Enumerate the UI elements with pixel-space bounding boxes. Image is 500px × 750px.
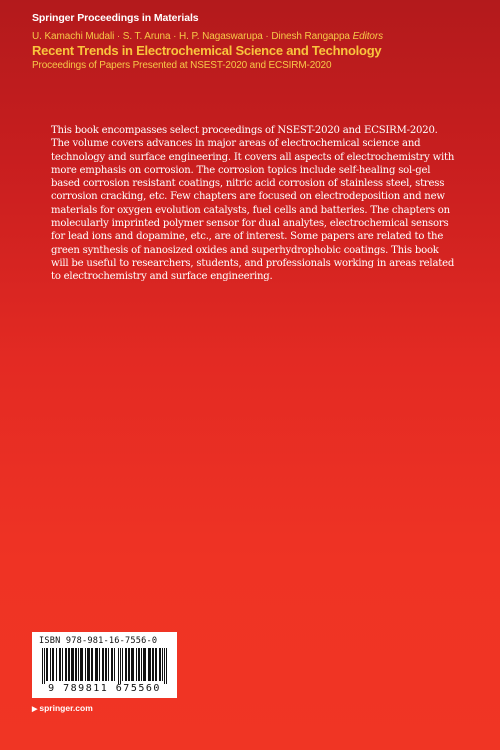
- barcode-bar: [166, 648, 167, 684]
- barcode-bar: [75, 648, 77, 681]
- editor-names: U. Kamachi Mudali · S. T. Aruna · H. P. Nagaswarupa · Dinesh Rangappa: [32, 31, 350, 42]
- barcode-bar: [102, 648, 104, 681]
- barcode-bar: [125, 648, 127, 681]
- book-subtitle: Proceedings of Papers Presented at NSEST-2020 and ECSIRM-2020: [32, 60, 332, 71]
- barcode-bar: [122, 648, 123, 681]
- barcode-bar: [162, 648, 163, 681]
- barcode-bar: [56, 648, 57, 681]
- barcode-bar: [71, 648, 74, 681]
- barcode-bar: [164, 648, 165, 684]
- barcode-digits: 9 789811 675560: [48, 683, 161, 694]
- barcode-bar: [114, 648, 115, 681]
- book-description: This book encompasses select proceedings of NSEST-2020 and ECSIRM-2020. The volume covers advances in major areas of electrochemical science and technology and surface engineering. It covers all aspects of electrochemistry with more emphasis on corrosion. The corrosion topics include self-healing sol-gel based corrosion resistant coatings, nitric acid corrosion of stainless steel, stress corrosion cracking, etc. Few chapters are focused on electrodeposition and new materials for oxygen evolution catalysts, fuel cells and batteries. The chapters on molecularly imprinted polymer sensor for dual analytes, electrochemical sensors for lead ions and dopamine, etc., are of interest. Some papers are related to the green synthesis of nanosized oxides and superhydrophobic coatings. This book will be useful to researchers, students, and professionals working in areas related to electrochemistry and surface engineering.: [51, 125, 455, 283]
- editors-role: Editors: [352, 31, 384, 42]
- barcode-bar: [155, 648, 157, 681]
- barcode-bar: [159, 648, 161, 681]
- barcode-bar: [62, 648, 63, 681]
- barcode-bar: [138, 648, 140, 681]
- barcode-icon: [36, 648, 173, 684]
- barcode-bar: [136, 648, 137, 681]
- barcode-bar: [78, 648, 79, 681]
- barcode-bar: [52, 648, 54, 681]
- barcode-bar: [50, 648, 51, 681]
- barcode-bar: [143, 648, 146, 681]
- barcode-bar: [68, 648, 70, 681]
- barcode-bar: [42, 648, 43, 684]
- barcode-bar: [99, 648, 100, 681]
- barcode-bar: [105, 648, 107, 681]
- barcode-bar: [148, 648, 151, 681]
- barcode-bar: [44, 648, 45, 684]
- barcode-bar: [152, 648, 154, 681]
- barcode-bar: [46, 648, 48, 681]
- barcode-bar: [120, 648, 121, 684]
- barcode-bar: [85, 648, 86, 681]
- arrow-right-icon: ▶: [32, 706, 38, 713]
- cover-header: [32, 12, 482, 71]
- isbn-label: ISBN 978-981-16-7556-0: [39, 636, 158, 646]
- barcode-bar: [80, 648, 83, 681]
- barcode-bar: [95, 648, 98, 681]
- barcode-bar: [59, 648, 61, 681]
- barcode-bar: [118, 648, 119, 684]
- barcode-bar: [131, 648, 134, 681]
- barcode-bar: [141, 648, 142, 681]
- barcode-bar: [128, 648, 130, 681]
- isbn-barcode: [32, 632, 177, 698]
- barcode-bar: [108, 648, 109, 681]
- barcode-bar: [65, 648, 67, 681]
- barcode-bar: [91, 648, 93, 681]
- editors-line: [32, 31, 482, 42]
- barcode-bar: [87, 648, 90, 681]
- publisher-url: springer.com: [39, 703, 93, 713]
- book-title: Recent Trends in Electrochemical Science and Technology: [32, 43, 382, 58]
- barcode-bar: [111, 648, 113, 681]
- series-name: Springer Proceedings in Materials: [32, 12, 199, 24]
- publisher-link[interactable]: [32, 703, 93, 713]
